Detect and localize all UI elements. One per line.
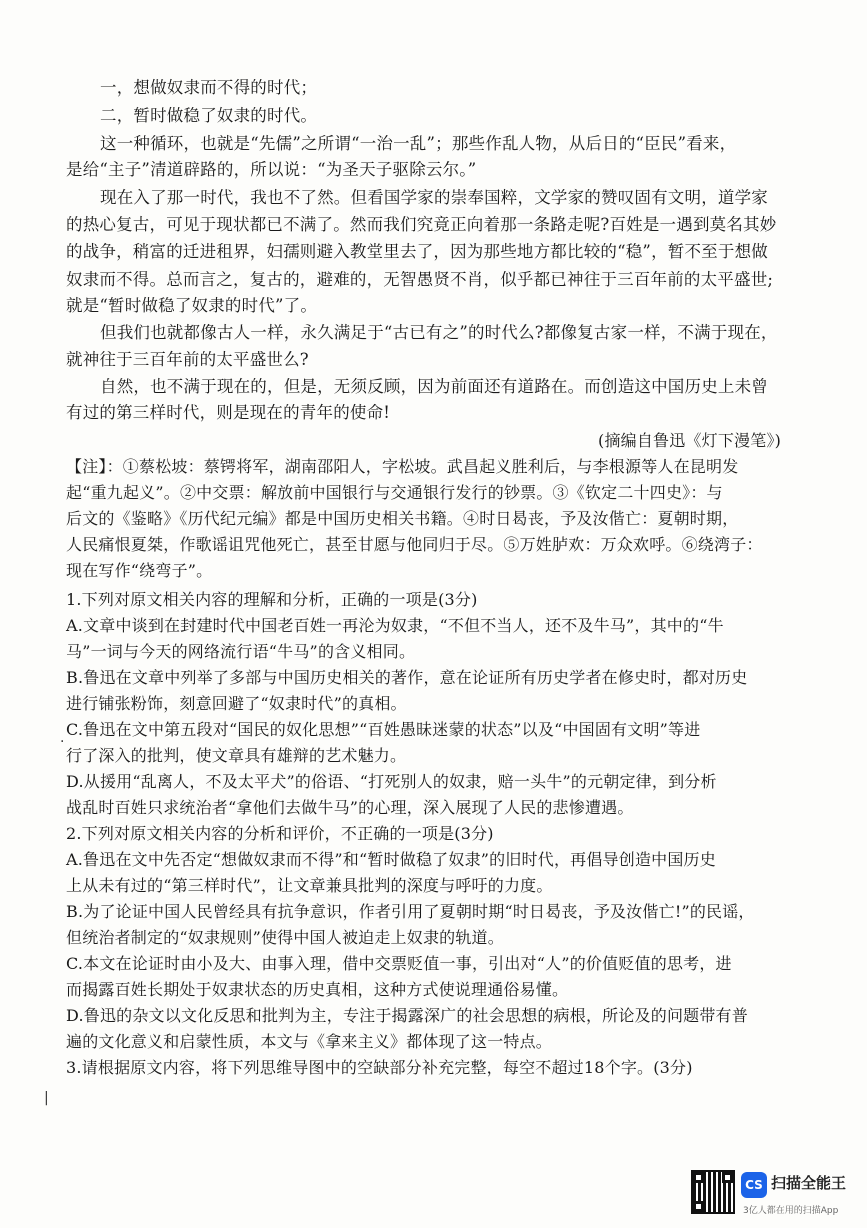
- watermark-app-name: 扫描全能王: [771, 1174, 847, 1192]
- passage-line: 这一种循环，也就是“先儒”之所谓“一治一乱”；那些作乱人物，从后日的“臣民”看来，: [100, 134, 737, 153]
- question-2-option-a-cont: 上从未有过的“第三样时代”，让文章兼具批判的深度与呼吁的力度。: [66, 876, 553, 895]
- note-line: 后文的《鉴略》《历代纪元编》都是中国历史相关书籍。④时日曷丧，予及汝偕亡：夏朝时期，: [66, 509, 739, 528]
- passage-line: 现在入了那一时代，我也不了然。但看国学家的崇奉国粹，文学家的赞叹固有文明，道学家: [100, 188, 768, 207]
- passage-line: 二，暂时做稳了奴隶的时代。: [100, 106, 318, 125]
- passage-line: 就是“暂时做稳了奴隶的时代”了。: [66, 296, 318, 315]
- question-2-option-b: B.为了论证中国人民曾经具有抗争意识，作者引用了夏朝时期“时日曷丧，予及汝偕亡!”的民谣，: [66, 902, 755, 921]
- question-2-option-c: C.本文在论证时由小及大、由事入理，借中交票贬值一事，引出对“人”的价值贬值的思考，进: [66, 954, 732, 973]
- passage-line: 有过的第三样时代，则是现在的青年的使命!: [66, 403, 391, 422]
- question-2-option-a: A.鲁迅在文中先否定“想做奴隶而不得”和“暂时做稳了奴隶”的旧时代，再倡导创造中国历史: [66, 850, 716, 869]
- question-2-option-d: D.鲁迅的杂文以文化反思和批判为主，专注于揭露深广的社会思想的病根，所论及的问题带有普: [66, 1006, 748, 1025]
- passage-line: 是给“主子”清道辟路的，所以说：“为圣天子驱除云尔。”: [66, 160, 477, 179]
- passage-line: 的热心复古，可见于现状都已不满了。然而我们究竟正向着那一条路走呢?百姓是一遇到莫名其妙: [66, 215, 777, 234]
- question-1-option-a-cont: 马”一词与今天的网络流行语“牛马”的含义相同。: [66, 642, 416, 661]
- note-line: 人民痛恨夏桀，作歌谣诅咒他死亡，甚至甘愿与他同归于尽。⑤万姓胪欢：万众欢呼。⑥绕湾子：: [66, 535, 763, 554]
- question-2-stem: 2.下列对原文相关内容的分析和评价，不正确的一项是(3分): [66, 824, 494, 843]
- question-1-option-b-cont: 进行铺张粉饰，刻意回避了“奴隶时代”的真相。: [66, 694, 407, 713]
- question-1-option-d: D.从援用“乱离人，不及太平犬”的俗语、“打死别人的奴隶，赔一头牛”的元朝定律，到分析: [66, 772, 717, 791]
- passage-line: 自然，也不满于现在的，但是，无须反顾，因为前面还有道路在。而创造这中国历史上未曾: [100, 377, 768, 396]
- question-1-stem: 1.下列对原文相关内容的理解和分析，正确的一项是(3分): [66, 590, 478, 609]
- question-1-option-d-cont: 战乱时百姓只求统治者“拿他们去做牛马”的心理，深入展现了人民的悲惨遭遇。: [66, 798, 634, 817]
- question-1-option-a: A.文章中谈到在封建时代中国老百姓一再沦为奴隶，“不但不当人，还不及牛马”，其中的“牛: [66, 616, 724, 635]
- question-1-option-b: B.鲁迅在文章中列举了多部与中国历史相关的著作，意在论证所有历史学者在修史时，都对历史: [66, 668, 748, 687]
- question-1-option-c: C.鲁迅在文中第五段对“国民的奴化思想”“百姓愚昧迷蒙的状态”以及“中国固有文明”等进: [66, 720, 701, 739]
- note-line: 现在写作“绕弯子”。: [66, 561, 213, 580]
- passage-line: 的战争，稍富的迁进租界，妇孺则避入教堂里去了，因为那些地方都比较的“稳”，暂不至于想做: [66, 242, 768, 261]
- question-2-option-d-cont: 遍的文化意义和启蒙性质，本文与《拿来主义》都体现了这一特点。: [66, 1032, 553, 1051]
- question-1-option-c-cont: 行了深入的批判，使文章具有雄辩的艺术魅力。: [66, 746, 407, 765]
- passage-line: 一，想做奴隶而不得的时代；: [100, 78, 318, 97]
- source-citation: (摘编自鲁迅《灯下漫笔》): [598, 431, 782, 450]
- camscanner-logo-icon: CS: [741, 1172, 767, 1198]
- note-line: 【注】：①蔡松坡：蔡锷将军，湖南邵阳人，字松坡。武昌起义胜利后，与李根源等人在昆明发: [66, 457, 739, 476]
- watermark-tagline: 3亿人都在用的扫描App: [743, 1206, 839, 1216]
- question-3-stem: 3.请根据原文内容，将下列思维导图中的空缺部分补充完整，每空不超过18个字。(3分): [66, 1058, 693, 1077]
- scan-mark: |: [44, 1090, 49, 1106]
- passage-line: 奴隶而不得。总而言之，复古的，避难的，无智愚贤不肖，似乎都已神往于三百年前的太平盛世;: [66, 270, 774, 289]
- question-2-option-c-cont: 而揭露百姓长期处于奴隶状态的历史真相，这种方式使说理通俗易懂。: [66, 980, 569, 999]
- qr-code-icon: [693, 1172, 733, 1212]
- passage-line: 但我们也就都像古人一样，永久满足于“古已有之”的时代么?都像复古家一样，不满于现在，: [100, 323, 778, 342]
- note-line: 起“重九起义”。②中交票：解放前中国银行与交通银行发行的钞票。③《钦定二十四史》：与: [66, 483, 723, 502]
- scan-mark: ·: [60, 734, 65, 750]
- passage-line: 就神往于三百年前的太平盛世么?: [66, 350, 309, 369]
- question-2-option-b-cont: 但统治者制定的“奴隶规则”使得中国人被迫走上奴隶的轨道。: [66, 928, 504, 947]
